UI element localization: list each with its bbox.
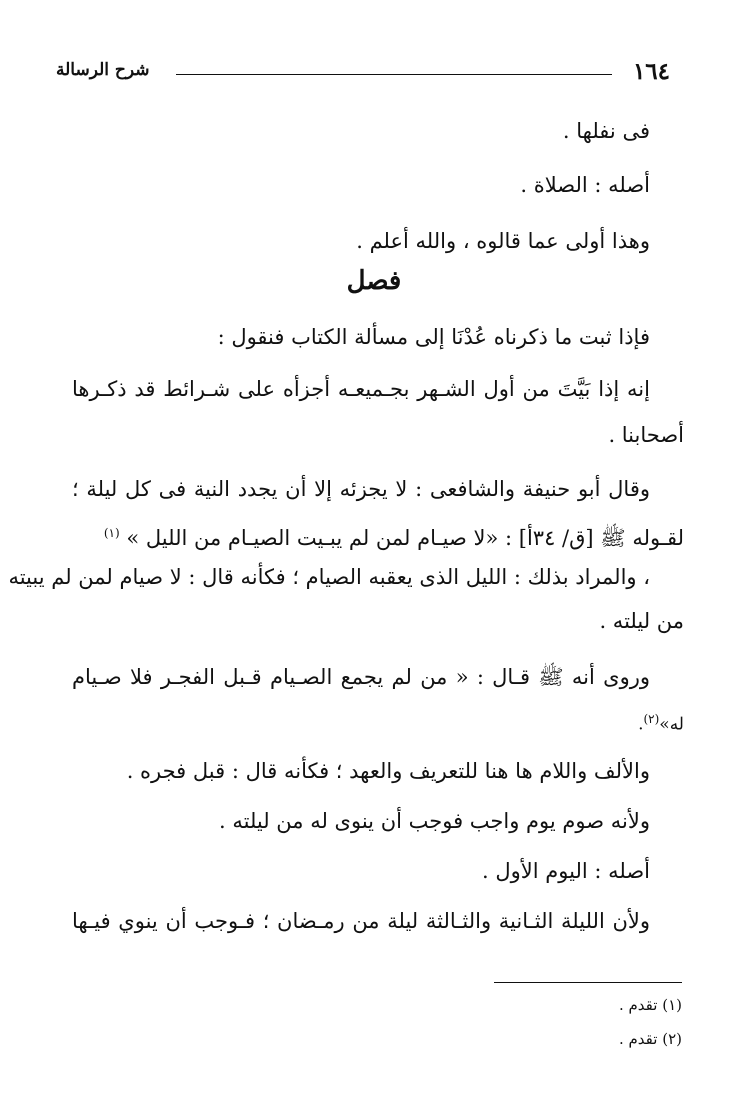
text-line: من ليلته .	[599, 609, 684, 633]
book-title: شرح الرسالة	[56, 60, 150, 80]
text-line: ، والمراد بذلك : الليل الذى يعقبه الصيام ؛ فكأنه قال : لا صيام لمن لم يبيته	[8, 565, 650, 589]
text-line: ولأن الليلة الثـانية والثـالثة ليلة من رمـضان ؛ فـوجب أن ينوي فيـها	[72, 909, 650, 933]
text-segment: لقـوله ﷺ [ق/ ٣٤أ] : «لا صيـام لمن لم يبـيت الصيـام من الليل »	[126, 526, 684, 550]
text-line	[638, 704, 684, 740]
running-header	[56, 58, 670, 88]
text-line: والألف واللام ها هنا للتعريف والعهد ؛ فكأنه قال : قبل فجره .	[126, 759, 650, 783]
page-number: ١٦٤	[632, 58, 670, 85]
section-heading: فصل	[346, 266, 402, 296]
text-line: أصحابنا .	[608, 423, 684, 447]
text-line	[104, 518, 684, 553]
footnote-ref-1: (١)	[103, 526, 120, 540]
text-line: أصله : الصلاة .	[520, 173, 650, 197]
period: .	[638, 714, 644, 735]
text-line: فإذا ثبت ما ذكرناه عُدْنَا إلى مسألة الكتاب فنقول :	[217, 325, 650, 349]
footnote-2: (٢) تقدم .	[618, 1030, 682, 1048]
text-line: ولأنه صوم يوم واجب فوجب أن ينوى له من ليلته .	[219, 809, 650, 833]
text-line: وهذا أولى عما قالوه ، والله أعلم .	[356, 229, 650, 253]
footnote-1: (١) تقدم .	[618, 996, 682, 1014]
footnote-ref-2: (٢)	[643, 712, 660, 726]
text-line: فى نفلها .	[562, 119, 650, 143]
text-line: وروى أنه ﷺ قـال : « من لم يجمع الصـيام قـبل الفجـر فلا صـيام	[72, 665, 650, 689]
header-rule	[176, 74, 612, 75]
text-segment: له»	[659, 714, 684, 735]
text-line: وقال أبو حنيفة والشافعى : لا يجزئه إلا أن يجدد النية فى كل ليلة ؛	[72, 477, 650, 501]
footnote-rule	[494, 982, 682, 983]
text-line: أصله : اليوم الأول .	[482, 859, 650, 883]
text-line: إنه إذا بَيَّتَ من أول الشـهر بجـميعـه أجزأه على شـرائط قد ذكـرها	[72, 377, 650, 401]
